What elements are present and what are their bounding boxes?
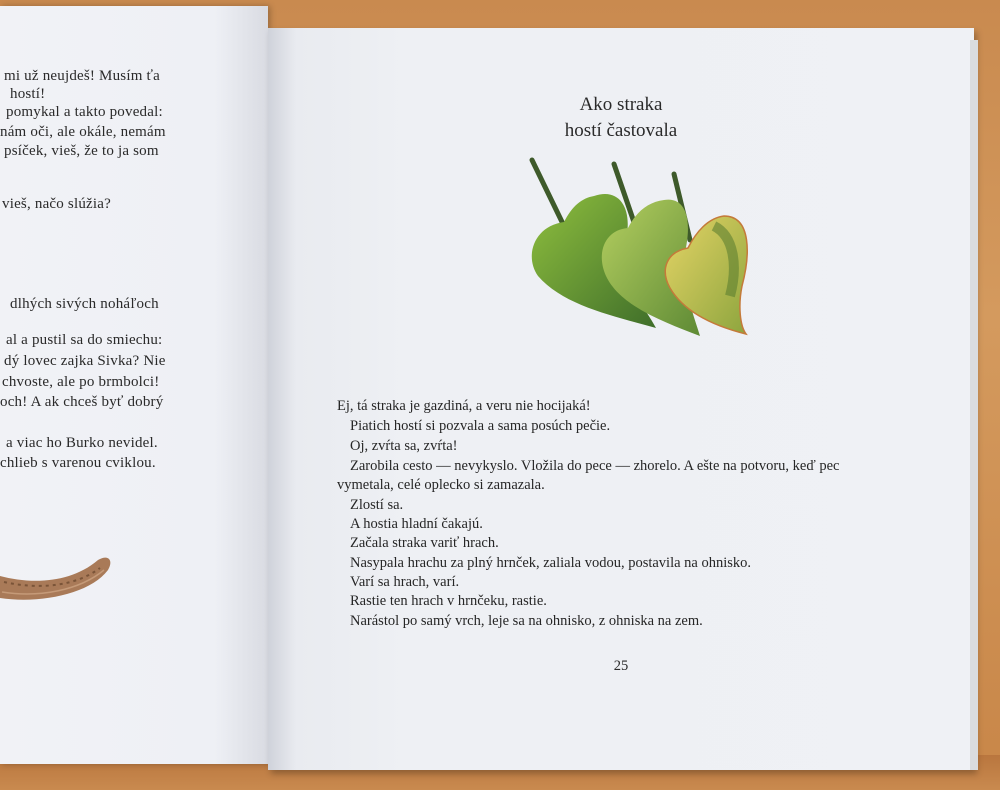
left-line: a viac ho Burko nevidel. [6, 435, 158, 451]
bread-illustration [0, 546, 120, 606]
story-line: Oj, zvŕta sa, zvŕta! [350, 438, 458, 454]
story-line: Zlostí sa. [350, 497, 404, 513]
left-line: mi už neujdeš! Musím ťa [4, 68, 160, 84]
story-line: A hostia hladní čakajú. [350, 516, 483, 532]
story-line: Varí sa hrach, varí. [350, 574, 460, 590]
left-line: pomykal a takto povedal: [6, 104, 163, 120]
story-line: Piatich hostí si pozvala a sama posúch pečie. [350, 418, 611, 434]
story-line: Rastie ten hrach v hrnčeku, rastie. [350, 593, 547, 609]
left-line: chlieb s varenou cviklou. [0, 455, 156, 471]
left-line: psíček, vieš, že to ja som [4, 143, 159, 159]
left-line: chvoste, ale po brmbolci! [2, 374, 160, 390]
left-line: dlhých sivých noháľoch [10, 296, 159, 312]
leaves-illustration [524, 156, 754, 338]
story-line: Nasypala hrachu za plný hrnček, zaliala vodou, postavila na ohnisko. [350, 555, 752, 571]
left-line: och! A ak chceš byť dobrý [0, 394, 164, 410]
page-stack-edge [970, 40, 978, 770]
left-line: vieš, načo slúžia? [2, 196, 111, 212]
left-page [0, 6, 268, 764]
left-line: hostí! [10, 86, 46, 102]
story-title-line-1: Ako straka [579, 94, 663, 115]
page-number: 25 [613, 658, 629, 674]
left-line: dý lovec zajka Sivka? Nie [4, 353, 166, 369]
story-line: Zarobila cesto — nevykyslo. Vložila do pece — zhorelo. A ešte na potvoru, keď pec [350, 458, 840, 474]
story-title-line-2: hostí častovala [564, 120, 678, 141]
left-line: nám oči, ale okále, nemám [0, 124, 166, 140]
story-line: Ej, tá straka je gazdiná, a veru nie hocijaká! [337, 398, 591, 414]
story-line: Začala straka variť hrach. [350, 535, 499, 551]
right-page [268, 28, 974, 770]
left-line: al a pustil sa do smiechu: [6, 332, 163, 348]
story-line: Narástol po samý vrch, leje sa na ohnisko, z ohniska na zem. [350, 613, 703, 629]
story-line: vymetala, celé oplecko si zamazala. [337, 477, 545, 493]
